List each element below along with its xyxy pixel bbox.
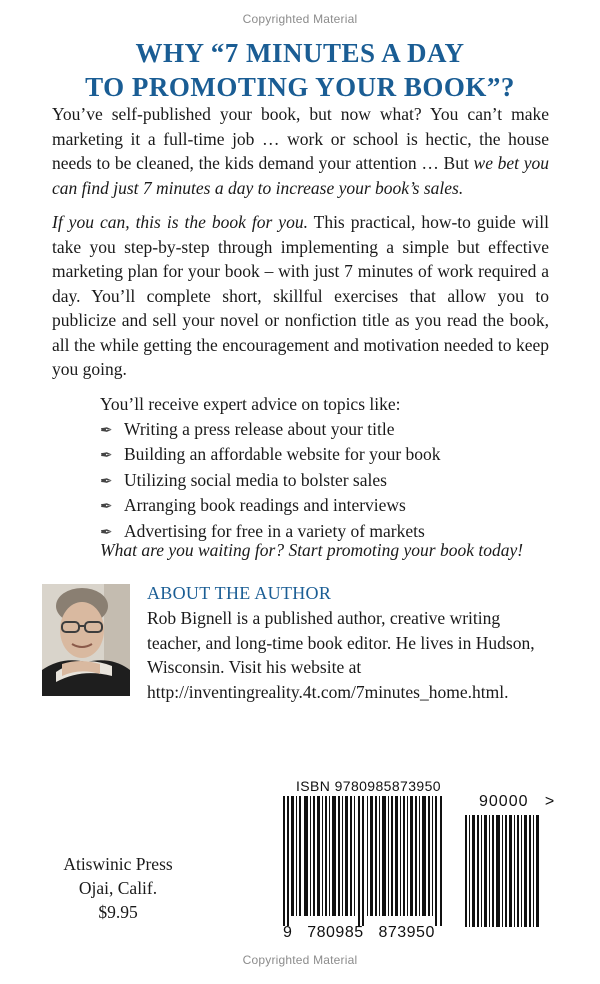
watermark-top: Copyrighted Material xyxy=(242,12,358,26)
author-bio: Rob Bignell is a published author, creative writing teacher, and long-time book editor. He lives in Hudson, Wisconsin. Visit his website at http://inventingreality.4t.com/7minutes_home.html. xyxy=(147,608,535,702)
title-line-1: WHY “7 MINUTES A DAY xyxy=(135,38,465,68)
about-author-heading: ABOUT THE AUTHOR xyxy=(147,583,332,603)
price-barcode xyxy=(465,815,541,927)
quill-pen-icon: ✒ xyxy=(100,522,113,541)
closing-line: What are you waiting for? Start promoting your book today! xyxy=(100,540,524,560)
topics-section xyxy=(100,392,560,544)
list-item-label: Utilizing social media to bolster sales xyxy=(124,469,387,490)
publisher-name: Atiswinic Press xyxy=(63,854,173,874)
list-item-label: Writing a press release about your title xyxy=(124,418,395,439)
intro-paragraph-2 xyxy=(52,210,549,382)
price-code: 90000 > xyxy=(479,793,556,810)
list-item-label: Advertising for free in a variety of markets xyxy=(124,520,425,541)
publisher-location: Ojai, Calif. xyxy=(78,878,158,898)
quill-pen-icon: ✒ xyxy=(100,497,113,515)
intro-paragraph-2-emphasis: If you can, this is the book for you. xyxy=(52,212,308,232)
quill-pen-icon: ✒ xyxy=(100,420,113,439)
topics-intro: You’ll receive expert advice on topics like: xyxy=(100,394,401,414)
list-item-label: Building an affordable website for your book xyxy=(124,444,441,464)
intro-paragraph-1-text: You’ve self-published your book, but now what? You can’t make marketing it a full-time job … work or school is hectic, the house needs to be cleaned, the kids demand your attention … But xyxy=(52,104,549,173)
intro-paragraph-1-emphasis: we bet you can find just 7 minutes a day to increase your book’s sales. xyxy=(52,153,549,198)
isbn-label: ISBN 9780985873950 xyxy=(296,778,441,794)
title-line-2: TO PROMOTING YOUR BOOK”? xyxy=(85,72,515,102)
isbn-digits: 9 780985 873950 xyxy=(283,924,435,941)
list-item xyxy=(100,468,560,494)
book-price: $9.95 xyxy=(98,902,138,922)
isbn-barcode xyxy=(283,796,445,926)
quill-pen-icon: ✒ xyxy=(100,471,113,490)
intro-paragraph-1 xyxy=(52,102,549,200)
intro-paragraph-2-text: This practical, how-to guide will take you step-by-step through implementing a simple but effective marketing plan for your book – with just 7 minutes of work required a day. You’ll complete short, skillful exercises that allow you to publicize and sell your novel or nonfiction title as you read the book, all the while getting the encouragement and motivation needed to keep you going. xyxy=(52,212,549,379)
publisher-info xyxy=(58,852,178,924)
quill-pen-icon: ✒ xyxy=(100,446,113,464)
list-item-label: Arranging book readings and interviews xyxy=(124,495,406,515)
page-title xyxy=(0,36,600,104)
watermark-bottom: Copyrighted Material xyxy=(242,953,358,967)
author-photo xyxy=(42,584,130,696)
list-item xyxy=(100,417,560,443)
list-item xyxy=(100,442,560,468)
topic-list xyxy=(100,417,560,545)
list-item xyxy=(100,493,560,519)
